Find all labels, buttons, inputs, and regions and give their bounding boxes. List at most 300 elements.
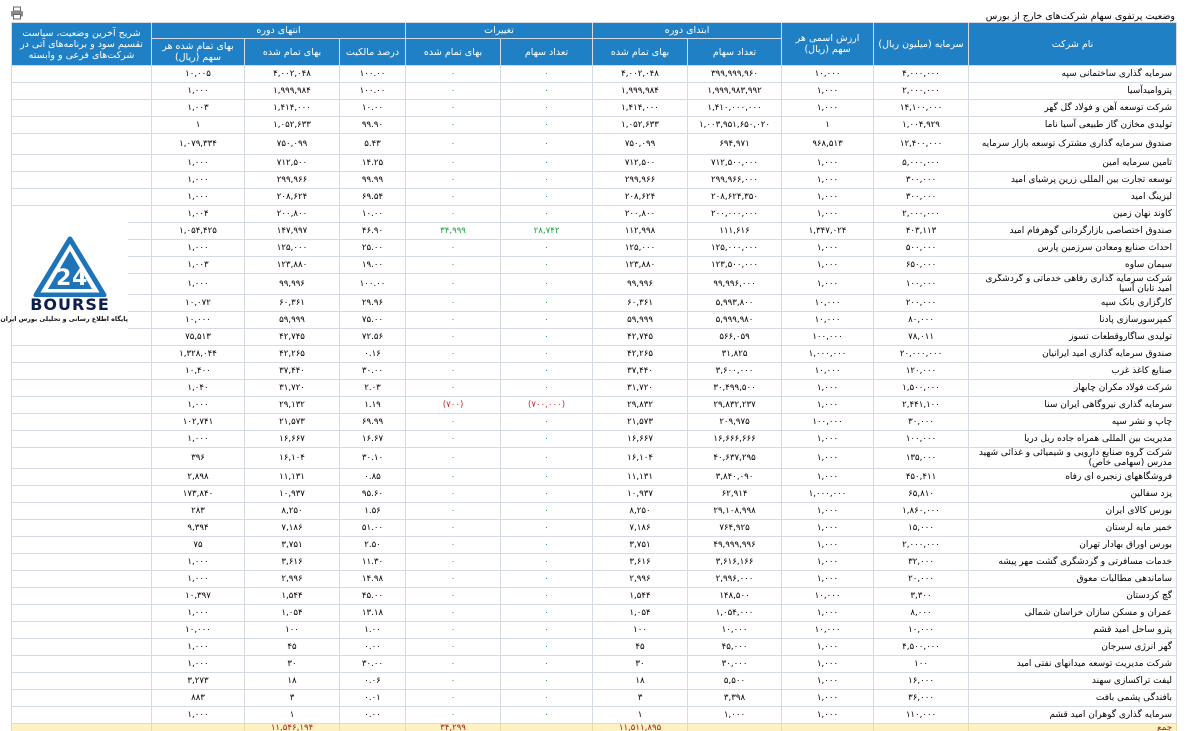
end-cost-cell: ۱۸	[245, 673, 340, 690]
info-cell	[12, 571, 152, 588]
unit-cost-cell: ۷۵,۵۱۳	[152, 329, 245, 346]
change-cost-cell: ۳۴,۹۹۹	[406, 223, 501, 240]
unit-cost-cell: ۱	[152, 117, 245, 134]
unit-cost-cell: ۳۹۶	[152, 448, 245, 469]
ownership-pct-cell: ۳۰.۱۰	[340, 448, 406, 469]
bourse24-logo	[0, 221, 128, 331]
start-cost-cell: ۴۲,۷۴۵	[593, 329, 688, 346]
start-shares-cell: ۶۲,۹۱۴	[688, 486, 782, 503]
start-cost-cell: ۳۷,۴۴۰	[593, 363, 688, 380]
par-value-cell: ۱,۰۰۰	[782, 83, 874, 100]
start-shares-cell: ۷۶۴,۹۲۵	[688, 520, 782, 537]
change-shares-cell: ۰	[501, 554, 593, 571]
ownership-pct-cell: ۱.۱۹	[340, 397, 406, 414]
ownership-pct-cell: ۹۹.۹۹	[340, 172, 406, 189]
table-row	[12, 431, 1177, 448]
par-value-cell: ۱,۰۰۰	[782, 274, 874, 295]
unit-cost-cell: ۱۰,۳۹۷	[152, 588, 245, 605]
header-change-shares: تعداد سهام	[501, 39, 593, 66]
capital-cell: ۸۰,۰۰۰	[874, 312, 969, 329]
info-cell	[12, 588, 152, 605]
table-row	[12, 155, 1177, 172]
info-cell	[12, 363, 152, 380]
company-name-cell: بافندگی پشمی بافت	[969, 690, 1177, 707]
par-value-cell: ۱,۰۰۰	[782, 397, 874, 414]
end-cost-cell: ۶۰,۳۶۱	[245, 295, 340, 312]
ownership-pct-cell: ۰.۰۱	[340, 690, 406, 707]
change-shares-cell: ۰	[501, 622, 593, 639]
start-shares-cell: ۳۱,۸۲۵	[688, 346, 782, 363]
change-cost-cell: ۰	[406, 274, 501, 295]
end-cost-cell: ۷۵۰,۰۹۹	[245, 134, 340, 155]
capital-cell: ۴۰۳,۱۱۳	[874, 223, 969, 240]
ownership-pct-cell: ۴۶.۹۰	[340, 223, 406, 240]
end-cost-cell: ۱,۰۵۲,۶۳۳	[245, 117, 340, 134]
end-cost-cell: ۳۷,۴۴۰	[245, 363, 340, 380]
portfolio-table	[0, 22, 1177, 731]
unit-cost-cell: ۱,۰۰۰	[152, 656, 245, 673]
table-row	[12, 520, 1177, 537]
header-end-unit-cost: بهای تمام شده هر سهم (ریال)	[152, 39, 245, 66]
ownership-pct-cell: ۲.۰۳	[340, 380, 406, 397]
start-shares-cell: ۳,۳۹۸	[688, 690, 782, 707]
table-row	[12, 380, 1177, 397]
info-cell	[12, 380, 152, 397]
change-shares-cell: ۰	[501, 707, 593, 724]
change-shares-cell: ۰	[501, 414, 593, 431]
change-cost-cell: ۰	[406, 295, 501, 312]
start-shares-cell: ۳۹۹,۹۹۹,۹۶۰	[688, 66, 782, 83]
change-shares-cell: ۰	[501, 66, 593, 83]
change-cost-cell: ۰	[406, 117, 501, 134]
start-cost-cell: ۱,۵۴۴	[593, 588, 688, 605]
change-cost-cell: ۰	[406, 520, 501, 537]
par-value-cell: ۱,۰۰۰	[782, 537, 874, 554]
start-cost-cell: ۶۰,۳۶۱	[593, 295, 688, 312]
total-empty-cell	[340, 724, 406, 731]
capital-cell: ۲,۴۴۱,۱۰۰	[874, 397, 969, 414]
ownership-pct-cell: ۱۹.۰۰	[340, 257, 406, 274]
capital-cell: ۸,۰۰۰	[874, 605, 969, 622]
info-cell	[12, 66, 152, 83]
ownership-pct-cell: ۵۱.۰۰	[340, 520, 406, 537]
company-name-cell: مدیریت بین المللی همراه جاده ریل دریا	[969, 431, 1177, 448]
start-cost-cell: ۱,۰۵۲,۶۳۳	[593, 117, 688, 134]
unit-cost-cell: ۳,۲۷۳	[152, 673, 245, 690]
start-cost-cell: ۲۱,۵۷۳	[593, 414, 688, 431]
end-cost-cell: ۲۱,۵۷۳	[245, 414, 340, 431]
info-cell	[12, 414, 152, 431]
company-name-cell: یزد سفالین	[969, 486, 1177, 503]
change-cost-cell: ۰	[406, 537, 501, 554]
change-cost-cell: ۰	[406, 312, 501, 329]
info-cell	[12, 537, 152, 554]
change-cost-cell: ۰	[406, 257, 501, 274]
change-cost-cell: ۰	[406, 240, 501, 257]
par-value-cell: ۱,۰۰۰	[782, 673, 874, 690]
header-capital: سرمایه (میلیون ریال)	[874, 23, 969, 66]
unit-cost-cell: ۸۸۳	[152, 690, 245, 707]
company-name-cell: تولیدی مخازن گاز طبیعی آسیا ناما	[969, 117, 1177, 134]
unit-cost-cell: ۱,۰۰۳	[152, 257, 245, 274]
change-shares-cell: ۰	[501, 295, 593, 312]
capital-cell: ۱۲,۴۰۰,۰۰۰	[874, 134, 969, 155]
start-cost-cell: ۳,۷۵۱	[593, 537, 688, 554]
unit-cost-cell: ۱,۰۰۰	[152, 707, 245, 724]
end-cost-cell: ۹۹,۹۹۶	[245, 274, 340, 295]
table-row	[12, 363, 1177, 380]
capital-cell: ۱۵,۰۰۰	[874, 520, 969, 537]
company-name-cell: گچ کردستان	[969, 588, 1177, 605]
unit-cost-cell: ۱۰۲,۷۴۱	[152, 414, 245, 431]
end-cost-cell: ۱۰۰	[245, 622, 340, 639]
start-shares-cell: ۳,۶۱۶,۱۶۶	[688, 554, 782, 571]
ownership-pct-cell: ۱۴.۹۸	[340, 571, 406, 588]
start-shares-cell: ۴۵,۰۰۰	[688, 639, 782, 656]
capital-cell: ۱۰۰,۰۰۰	[874, 274, 969, 295]
start-shares-cell: ۴۰,۶۳۷,۲۹۵	[688, 448, 782, 469]
change-shares-cell: ۰	[501, 312, 593, 329]
header-period-start: ابتدای دوره	[593, 23, 782, 39]
change-shares-cell: ۰	[501, 100, 593, 117]
unit-cost-cell: ۱,۰۰۰	[152, 274, 245, 295]
change-cost-cell: ۰	[406, 431, 501, 448]
change-shares-cell: ۰	[501, 448, 593, 469]
change-shares-cell: ۰	[501, 503, 593, 520]
unit-cost-cell: ۱۰,۰۰۵	[152, 66, 245, 83]
unit-cost-cell: ۱,۰۰۴	[152, 206, 245, 223]
table-row	[12, 206, 1177, 223]
start-cost-cell: ۱۰,۹۳۷	[593, 486, 688, 503]
unit-cost-cell: ۱,۳۲۸,۰۴۴	[152, 346, 245, 363]
start-cost-cell: ۱۸	[593, 673, 688, 690]
company-name-cell: شرکت توسعه آهن و فولاد گل گهر	[969, 100, 1177, 117]
change-shares-cell: ۰	[501, 537, 593, 554]
par-value-cell: ۱,۰۰۰	[782, 656, 874, 673]
start-cost-cell: ۳۱,۷۲۰	[593, 380, 688, 397]
par-value-cell: ۱,۰۰۰	[782, 257, 874, 274]
ownership-pct-cell: ۶۹.۵۴	[340, 189, 406, 206]
capital-cell: ۲,۰۰۰,۰۰۰	[874, 537, 969, 554]
start-shares-cell: ۲۰۰,۰۰۰,۰۰۰	[688, 206, 782, 223]
unit-cost-cell: ۱,۰۷۹,۳۳۴	[152, 134, 245, 155]
ownership-pct-cell: ۹۵.۶۰	[340, 486, 406, 503]
ownership-pct-cell: ۱.۰۰	[340, 622, 406, 639]
par-value-cell: ۱۰,۰۰۰	[782, 66, 874, 83]
par-value-cell: ۱۰,۰۰۰	[782, 295, 874, 312]
company-name-cell: لیزینگ امید	[969, 189, 1177, 206]
start-shares-cell: ۳۰,۰۰۰	[688, 656, 782, 673]
company-name-cell: فروشگاههای زنجیره ای رفاه	[969, 469, 1177, 486]
start-shares-cell: ۱,۰۵۴,۰۰۰	[688, 605, 782, 622]
ownership-pct-cell: ۰.۰۰	[340, 639, 406, 656]
start-shares-cell: ۴۹,۹۹۹,۹۹۶	[688, 537, 782, 554]
info-cell	[12, 397, 152, 414]
unit-cost-cell: ۷۵	[152, 537, 245, 554]
table-row	[12, 172, 1177, 189]
table-row	[12, 274, 1177, 295]
table-row	[12, 639, 1177, 656]
par-value-cell: ۱,۰۰۰	[782, 155, 874, 172]
change-shares-cell: ۰	[501, 155, 593, 172]
ownership-pct-cell: ۱۰۰.۰۰	[340, 274, 406, 295]
printer-icon[interactable]	[10, 6, 24, 20]
end-cost-cell: ۱۲۵,۰۰۰	[245, 240, 340, 257]
end-cost-cell: ۱۱,۱۳۱	[245, 469, 340, 486]
par-value-cell: ۱۰,۰۰۰	[782, 312, 874, 329]
table-row	[12, 312, 1177, 329]
header-end-pct: درصد مالکیت	[340, 39, 406, 66]
info-cell	[12, 206, 152, 223]
capital-cell: ۵,۰۰۰,۰۰۰	[874, 155, 969, 172]
capital-cell: ۴۵۰,۴۱۱	[874, 469, 969, 486]
unit-cost-cell: ۱,۰۰۰	[152, 83, 245, 100]
change-cost-cell: ۰	[406, 554, 501, 571]
change-cost-cell: ۰	[406, 66, 501, 83]
start-cost-cell: ۷۵۰,۰۹۹	[593, 134, 688, 155]
unit-cost-cell: ۹,۳۹۴	[152, 520, 245, 537]
change-cost-cell: ۰	[406, 134, 501, 155]
table-body	[0, 66, 1177, 731]
change-shares-cell: ۰	[501, 172, 593, 189]
info-cell	[12, 503, 152, 520]
end-cost-cell: ۴,۰۰۲,۰۴۸	[245, 66, 340, 83]
capital-cell: ۲۰,۰۰۰	[874, 571, 969, 588]
par-value-cell: ۱,۰۰۰	[782, 571, 874, 588]
start-cost-cell: ۲۹۹,۹۶۶	[593, 172, 688, 189]
header-par-value: ارزش اسمی هر سهم (ریال)	[782, 23, 874, 66]
par-value-cell: ۱,۰۰۰	[782, 605, 874, 622]
ownership-pct-cell: ۰.۰۶	[340, 673, 406, 690]
start-shares-cell: ۱۴۸,۵۰۰	[688, 588, 782, 605]
info-cell	[12, 690, 152, 707]
info-cell	[12, 486, 152, 503]
table-row	[12, 329, 1177, 346]
start-shares-cell: ۳۰,۴۹۹,۵۰۰	[688, 380, 782, 397]
company-name-cell: شرکت فولاد مکران چابهار	[969, 380, 1177, 397]
start-shares-cell: ۱۲۳,۵۰۰,۰۰۰	[688, 257, 782, 274]
table-row	[12, 346, 1177, 363]
end-cost-cell: ۷,۱۸۶	[245, 520, 340, 537]
change-cost-cell: ۰	[406, 363, 501, 380]
info-cell	[12, 554, 152, 571]
logo-wordmark: BOURSE	[30, 295, 110, 314]
table-row	[12, 503, 1177, 520]
change-cost-cell: ۰	[406, 469, 501, 486]
start-shares-cell: ۱,۹۹۹,۹۸۳,۹۹۲	[688, 83, 782, 100]
info-cell	[12, 172, 152, 189]
table-row	[12, 83, 1177, 100]
unit-cost-cell: ۱,۰۰۰	[152, 571, 245, 588]
start-cost-cell: ۱,۰۵۴	[593, 605, 688, 622]
start-cost-cell: ۳,۶۱۶	[593, 554, 688, 571]
capital-cell: ۱,۸۶۰,۰۰۰	[874, 503, 969, 520]
ownership-pct-cell: ۰.۰۰	[340, 707, 406, 724]
change-shares-cell: ۰	[501, 274, 593, 295]
svg-text:4: 4	[72, 266, 88, 291]
unit-cost-cell: ۱,۰۰۰	[152, 189, 245, 206]
par-value-cell: ۱,۰۰۰,۰۰۰	[782, 346, 874, 363]
par-value-cell: ۱,۰۰۰	[782, 707, 874, 724]
start-cost-cell: ۱۶,۶۶۷	[593, 431, 688, 448]
company-name-cell: سیمان ساوه	[969, 257, 1177, 274]
info-cell	[12, 520, 152, 537]
header-company-name: نام شرکت	[969, 23, 1177, 66]
change-shares-cell: ۰	[501, 673, 593, 690]
change-cost-cell: ۰	[406, 622, 501, 639]
par-value-cell: ۱,۰۰۰	[782, 100, 874, 117]
total-empty-cell	[152, 724, 245, 731]
change-cost-cell: ۰	[406, 448, 501, 469]
capital-cell: ۳,۳۰۰	[874, 588, 969, 605]
table-row	[12, 189, 1177, 206]
start-cost-cell: ۱۲۵,۰۰۰	[593, 240, 688, 257]
ownership-pct-cell: ۱۱.۳۰	[340, 554, 406, 571]
company-name-cell: گهر انرژی سیرجان	[969, 639, 1177, 656]
capital-cell: ۴,۰۰۰,۰۰۰	[874, 66, 969, 83]
change-shares-cell: (۷۰۰,۰۰۰)	[501, 397, 593, 414]
ownership-pct-cell: ۱۶.۶۷	[340, 431, 406, 448]
unit-cost-cell: ۱,۰۵۴,۴۲۵	[152, 223, 245, 240]
start-shares-cell: ۱,۴۱۰,۰۰۰,۰۰۰	[688, 100, 782, 117]
start-cost-cell: ۱۶,۱۰۴	[593, 448, 688, 469]
change-cost-cell: ۰	[406, 100, 501, 117]
par-value-cell: ۱,۰۰۰	[782, 520, 874, 537]
start-cost-cell: ۳۰	[593, 656, 688, 673]
change-shares-cell: ۰	[501, 656, 593, 673]
ownership-pct-cell: ۱۴.۲۵	[340, 155, 406, 172]
end-cost-cell: ۲۹۹,۹۶۶	[245, 172, 340, 189]
ownership-pct-cell: ۳۰.۰۰	[340, 656, 406, 673]
header-start-shares: تعداد سهام	[688, 39, 782, 66]
company-name-cell: صندوق سرمایه گذاری مشترک توسعه بازار سرمایه	[969, 134, 1177, 155]
end-cost-cell: ۴۵	[245, 639, 340, 656]
unit-cost-cell: ۱,۰۰۰	[152, 554, 245, 571]
capital-cell: ۱۱۰,۰۰۰	[874, 707, 969, 724]
start-shares-cell: ۵,۹۹۹,۹۸۰	[688, 312, 782, 329]
company-name-cell: خمیر مایه لرستان	[969, 520, 1177, 537]
change-shares-cell: ۰	[501, 206, 593, 223]
end-cost-cell: ۱,۹۹۹,۹۸۴	[245, 83, 340, 100]
company-name-cell: چاپ و نشر سپه	[969, 414, 1177, 431]
table-row	[12, 397, 1177, 414]
unit-cost-cell: ۱,۰۰۰	[152, 397, 245, 414]
start-shares-cell: ۲۰۸,۶۲۴,۳۵۰	[688, 189, 782, 206]
change-shares-cell: ۰	[501, 690, 593, 707]
table-row	[12, 605, 1177, 622]
table-row	[12, 707, 1177, 724]
company-name-cell: شرکت گروه صنایع دارویی و شیمیائی و غذائی شهید مدرس (سهامی خاص)	[969, 448, 1177, 469]
company-name-cell: خدمات مسافرتی و گردشگری گشت مهر پیشه	[969, 554, 1177, 571]
header-info: شریح آخرین وضعیت، سیاست تقسیم سود و برنامه‌های آتی در شرکت‌های فرعی و وابسته	[12, 23, 152, 66]
change-cost-cell: ۰	[406, 707, 501, 724]
ownership-pct-cell: ۰.۱۶	[340, 346, 406, 363]
unit-cost-cell: ۱,۰۰۰	[152, 639, 245, 656]
end-cost-cell: ۳	[245, 690, 340, 707]
unit-cost-cell: ۱,۰۰۰	[152, 431, 245, 448]
end-cost-cell: ۱,۴۱۴,۰۰۰	[245, 100, 340, 117]
info-cell	[12, 189, 152, 206]
par-value-cell: ۱,۰۰۰,۰۰۰	[782, 486, 874, 503]
start-shares-cell: ۱,۰۰۰	[688, 707, 782, 724]
end-cost-cell: ۱,۰۵۴	[245, 605, 340, 622]
unit-cost-cell: ۱,۰۰۳	[152, 100, 245, 117]
change-shares-cell: ۰	[501, 605, 593, 622]
par-value-cell: ۱۰۰,۰۰۰	[782, 414, 874, 431]
capital-cell: ۳۰,۰۰۰	[874, 414, 969, 431]
table-row	[12, 66, 1177, 83]
ownership-pct-cell: ۲.۵۰	[340, 537, 406, 554]
start-shares-cell: ۱۰,۰۰۰	[688, 622, 782, 639]
table-row	[12, 295, 1177, 312]
info-cell	[12, 673, 152, 690]
change-cost-cell: ۰	[406, 172, 501, 189]
capital-cell: ۳۶,۰۰۰	[874, 690, 969, 707]
table-row	[12, 486, 1177, 503]
capital-cell: ۲۰,۰۰۰,۰۰۰	[874, 346, 969, 363]
table-row	[12, 100, 1177, 117]
start-cost-cell: ۴۵	[593, 639, 688, 656]
par-value-cell: ۱	[782, 117, 874, 134]
start-shares-cell: ۵۶۶,۰۵۹	[688, 329, 782, 346]
ownership-pct-cell: ۱۳.۱۸	[340, 605, 406, 622]
ownership-pct-cell: ۵.۴۳	[340, 134, 406, 155]
header-changes: تغییرات	[406, 23, 593, 39]
capital-cell: ۳۰۰,۰۰۰	[874, 189, 969, 206]
end-cost-cell: ۱	[245, 707, 340, 724]
par-value-cell: ۹۶۸,۵۱۳	[782, 134, 874, 155]
table-row	[12, 622, 1177, 639]
end-cost-cell: ۷۱۲,۵۰۰	[245, 155, 340, 172]
change-cost-cell: ۰	[406, 690, 501, 707]
start-cost-cell: ۱۲۳,۸۸۰	[593, 257, 688, 274]
start-shares-cell: ۵,۵۰۰	[688, 673, 782, 690]
totals-row	[12, 724, 1177, 731]
start-shares-cell: ۵,۹۹۳,۸۰۰	[688, 295, 782, 312]
change-shares-cell: ۰	[501, 520, 593, 537]
ownership-pct-cell: ۱۰۰.۰۰	[340, 83, 406, 100]
unit-cost-cell: ۱,۰۰۰	[152, 155, 245, 172]
par-value-cell: ۱۰,۰۰۰	[782, 363, 874, 380]
company-name-cell: سرمایه گذاری ساختمانی سپه	[969, 66, 1177, 83]
table-row	[12, 554, 1177, 571]
company-name-cell: پتروامیدآسیا	[969, 83, 1177, 100]
company-name-cell: شرکت مدیریت توسعه میدانهای نفتی امید	[969, 656, 1177, 673]
company-name-cell: لیفت تراکسازی سهند	[969, 673, 1177, 690]
ownership-pct-cell: ۷۲.۵۶	[340, 329, 406, 346]
capital-cell: ۱۰۰	[874, 656, 969, 673]
capital-cell: ۲,۰۰۰,۰۰۰	[874, 206, 969, 223]
info-cell	[12, 83, 152, 100]
end-cost-cell: ۲۰۰,۸۰۰	[245, 206, 340, 223]
start-cost-cell: ۱۰۰	[593, 622, 688, 639]
info-cell	[12, 117, 152, 134]
ownership-pct-cell: ۰.۸۵	[340, 469, 406, 486]
par-value-cell: ۱,۰۰۰	[782, 639, 874, 656]
capital-cell: ۱۲۰,۰۰۰	[874, 363, 969, 380]
change-shares-cell: ۰	[501, 469, 593, 486]
end-cost-cell: ۱۶,۶۶۷	[245, 431, 340, 448]
company-name-cell: توسعه تجارت بین المللی زرین پرشیای امید	[969, 172, 1177, 189]
change-cost-cell: ۰	[406, 486, 501, 503]
table-row	[12, 588, 1177, 605]
change-shares-cell: ۰	[501, 117, 593, 134]
capital-cell: ۳۲,۰۰۰	[874, 554, 969, 571]
change-shares-cell: ۰	[501, 571, 593, 588]
company-name-cell: پترو ساحل امید قشم	[969, 622, 1177, 639]
end-cost-cell: ۳۰	[245, 656, 340, 673]
ownership-pct-cell: ۷۵.۰۰	[340, 312, 406, 329]
